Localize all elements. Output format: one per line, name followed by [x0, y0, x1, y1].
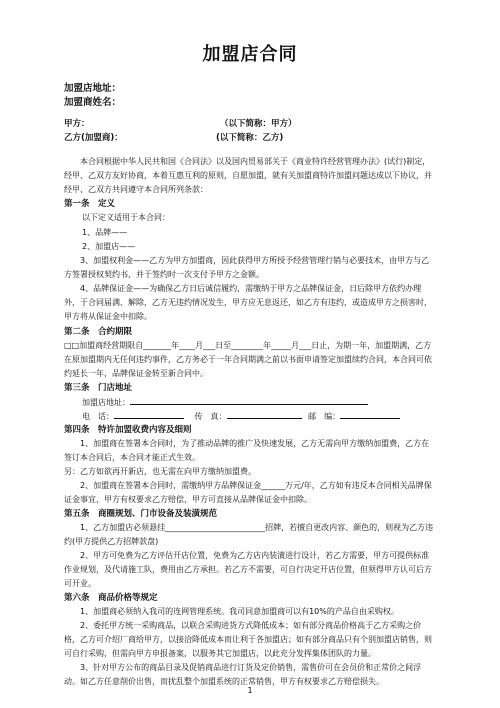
franchisee-name-label: 加盟商姓名： — [64, 97, 122, 108]
article-1-item-4: 4、品牌保证金——为确保乙方日后诚信履约，需缴纳于甲方之品牌保证金，日后除甲方依约办理外，于合同届满、解除，乙方无违约情况发生，甲方应无息返还，如乙方有违约，或造成甲方之损害时，甲方将从保证金中扣除。 — [64, 284, 432, 322]
article-5-title: 第五条 商圈规划、门市设备及装潢规范 — [64, 509, 218, 519]
party-a-short: （以下简称：甲方） — [220, 119, 297, 129]
article-2-body: □□加盟商经营期限自_______年____月___日至________年_____月___日止，为期一年，加盟期满，乙方在原加盟期内无任何违约事件，乙方务必于一年合同期满之前以书面申请签定加盟续约合同，本合同可依约延长一年，品牌保证金转至新合同中。 — [64, 341, 432, 379]
store-address-field-label: 加盟店地址： — [82, 398, 130, 407]
article-5-item-2: 2、甲方可免费为乙方评估开店位置，免费为乙方店内装潢进行设计，若乙方需要，甲方可提供标准作业规划，及代请施工队，费用由乙方承担。若乙方不需要，可自行决定开店位置，但须得甲方认可后方可开业。 — [64, 551, 432, 589]
article-1-item-2: 2、加盟店—— — [82, 242, 136, 251]
party-a-label: 甲方： — [64, 119, 90, 129]
article-3-contact-line — [82, 409, 454, 424]
article-1-intro: 以下定义适用于本合同： — [82, 213, 170, 222]
article-6-item-3: 3、针对甲方公布的商品目录及促销商品进行订货及定价销售，需售价可在会员价和正常价之间浮动。如乙方任意削价出售，而扰乱整个加盟系统的正常销售，甲方有权要求乙方赔偿损失。 — [64, 663, 422, 687]
party-b-short: (以下简称：乙方) — [216, 133, 284, 143]
store-address-blank — [130, 395, 368, 405]
article-5-item-1: 1、乙方加盟店必须悬挂_________________________招牌，若擅自更改内容、颜色的，则视为乙方违约(甲方提供乙方招牌款盘) — [64, 523, 434, 547]
article-6-title: 第六条 商品价格等规定 — [64, 593, 158, 603]
fax-label: 传 真： — [194, 412, 227, 421]
article-4-title: 第四条 特许加盟收费内容及细则 — [64, 425, 192, 435]
article-4-item-2: 2、加盟商在签署本合同时，需缴纳甲方品牌保证金______万元/年，乙方如有违反本合同相关品牌保证金事宜，甲方有权要求乙方赔偿，甲方可直接从品牌保证金中扣除。 — [64, 481, 432, 505]
article-2-title: 第二条 合约期限 — [64, 327, 133, 337]
article-1-title: 第一条 定义 — [64, 199, 116, 209]
zip-label: 邮 编： — [308, 412, 341, 421]
article-3-address-line — [82, 395, 454, 410]
article-3-title: 第三条 门店地址 — [64, 383, 133, 393]
article-4-note: 另：乙方如欲再开新店，也无需在向甲方缴纳加盟费。 — [64, 467, 256, 476]
article-1-item-3: 3、加盟权利金——乙方为甲方加盟商，因此获得甲方所授予经营管理行销与必要技术，由甲方与乙方签署授权契约书，并于签约时一次支付予甲方之金额。 — [64, 256, 430, 280]
store-address-label: 加盟店地址： — [64, 83, 122, 94]
article-1-item-1: 1、品牌—— — [82, 228, 128, 237]
phone-blank — [114, 409, 184, 419]
phone-label: 电 话： — [82, 412, 114, 421]
page-title: 加盟店合同 — [202, 44, 298, 65]
page-number: 1 — [247, 686, 253, 695]
party-b-label: 乙方(加盟商)： — [64, 133, 123, 143]
article-4-item-1: 1、加盟商在签署本合同时，为了推动品牌的推广及快速发展，乙方无需向甲方缴纳加盟费，乙方在签订本合同后，本合同才能正式生效。 — [64, 439, 430, 463]
zip-blank — [340, 409, 400, 419]
article-6-item-2: 2、委托甲方统一采购商品，以联合采购进货方式降低成本；如有部分商品价格高于乙方采购之价格，乙方可介绍厂商给甲方，以接洽降低成本而让利于各加盟店；如有部分商品只有个别加盟店销售，则可自行采购，但需向甲方申报备案，以服务其它加盟店，以此充分发挥集体团队的力量。 — [64, 621, 432, 659]
preamble: 本合同根据中华人民共和国《合同法》以及国内贸易部关于《商业特许经营管理办法》(试行)制定，经甲、乙双方友好协商，本着互惠互利的原则，自愿加盟，就有关加盟商特许加盟问题达成以下协议，并经甲、乙双方共同遵守本合同所列条款： — [64, 157, 432, 195]
fax-blank — [227, 409, 302, 419]
article-6-item-1: 1、加盟商必须纳入我司的连网管理系统。我司同意加盟商可以有10%的产品自由采购权。 — [80, 607, 399, 616]
